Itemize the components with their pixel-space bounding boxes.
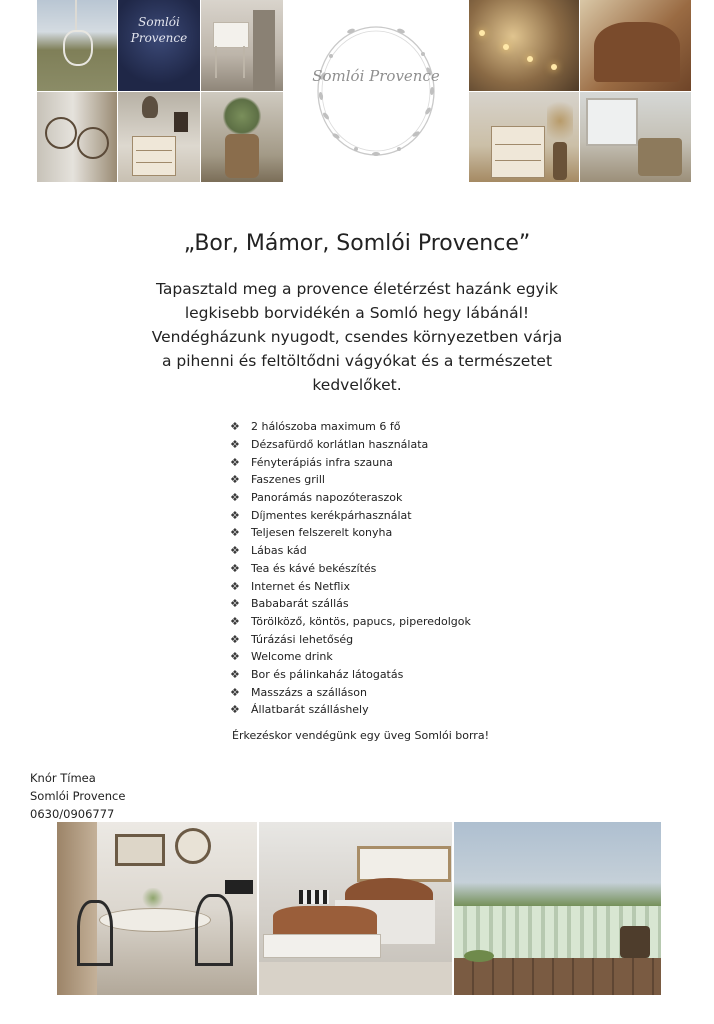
page-title: „Bor, Mámor, Somlói Provence” [183,231,531,256]
feature-label: Túrázási lehetőség [251,632,354,646]
list-item [230,630,471,648]
photo-carved-headboard [580,0,691,91]
diamond-bullet-icon: ❖ [230,508,240,522]
list-item [230,506,471,524]
floral-wreath-icon [311,16,441,166]
diamond-bullet-icon: ❖ [230,650,240,664]
feature-label: Masszázs a szálláson [251,685,367,699]
photo-window-basket [580,92,691,182]
intro-line: a pihenni és feltöltődni vágyókat és a természetet [161,352,553,370]
list-item [230,418,471,436]
logo-text: Somlói Provence [312,67,440,85]
feature-label: Bor és pálinkaház látogatás [251,667,404,681]
feature-label: Faszenes grill [251,473,325,487]
diamond-bullet-icon: ❖ [230,597,240,611]
diamond-bullet-icon: ❖ [230,632,240,646]
logo-panel [284,0,468,182]
photo-dining-room [57,822,257,995]
feature-label: Tea és kávé bekészítés [251,561,377,575]
list-item [230,577,471,595]
list-item [230,701,471,719]
list-item [230,542,471,560]
contact-phone: 0630/0906777 [30,807,115,821]
feature-label: Lábas kád [251,544,307,558]
photo-hanging-chair-landscape [37,0,117,91]
diamond-bullet-icon: ❖ [230,685,240,699]
intro-line: legkisebb borvidékén a Somló hegy lábánál! [184,304,530,322]
feature-label: Állatbarát szálláshely [251,703,369,717]
feature-label: 2 hálószoba maximum 6 fő [251,420,401,434]
logo-small: Somlói Provence [130,15,188,45]
feature-label: Panorámás napozóteraszok [251,491,403,505]
list-item [230,648,471,666]
photo-string-lights [469,0,579,91]
diamond-bullet-icon: ❖ [230,491,240,505]
diamond-bullet-icon: ❖ [230,703,240,717]
photo-terrace-view [454,822,661,995]
list-item [230,489,471,507]
list-item [230,613,471,631]
contact-block [30,769,125,823]
diamond-bullet-icon: ❖ [230,667,240,681]
list-item [230,560,471,578]
feature-label: Díjmentes kerékpárhasználat [251,508,412,522]
list-item [230,666,471,684]
feature-label: Teljesen felszerelt konyha [251,526,393,540]
intro-line: kedvelőket. [312,376,402,394]
diamond-bullet-icon: ❖ [230,420,240,434]
photo-dried-flowers-chest [469,92,579,182]
list-item [230,453,471,471]
photo-logo-night [118,0,200,91]
diamond-bullet-icon: ❖ [230,455,240,469]
feature-label: Welcome drink [251,650,333,664]
diamond-bullet-icon: ❖ [230,526,240,540]
intro-line: Vendégházunk nyugodt, csendes környezetben várja [151,328,563,346]
feature-label: Fényterápiás infra szauna [251,455,393,469]
top-photo-collage [37,0,691,182]
feature-label: Bababarát szállás [251,597,349,611]
feature-label: Dézsafürdő korlátlan használata [251,438,429,452]
photo-lamp-chest [118,92,200,182]
list-item [230,683,471,701]
feature-label: Törölköző, köntös, papucs, piperedolgok [251,614,471,628]
list-item [230,524,471,542]
diamond-bullet-icon: ❖ [230,614,240,628]
diamond-bullet-icon: ❖ [230,438,240,452]
diamond-bullet-icon: ❖ [230,561,240,575]
feature-list [230,418,471,719]
list-item [230,471,471,489]
intro-paragraph [127,277,587,397]
photo-plant-basket [201,92,283,182]
contact-company: Somlói Provence [30,789,126,803]
photo-bicycle-wall [37,92,117,182]
photo-bedroom [259,822,452,995]
list-item [230,595,471,613]
list-item [230,436,471,454]
diamond-bullet-icon: ❖ [230,473,240,487]
contact-name: Knór Tímea [30,771,96,785]
welcome-gift-note: Érkezéskor vendégünk egy üveg Somlói borra! [232,729,489,742]
feature-label: Internet és Netflix [251,579,350,593]
intro-line: Tapasztald meg a provence életérzést hazánk egyik [156,280,558,298]
diamond-bullet-icon: ❖ [230,544,240,558]
photo-white-desk [201,0,283,91]
diamond-bullet-icon: ❖ [230,579,240,593]
